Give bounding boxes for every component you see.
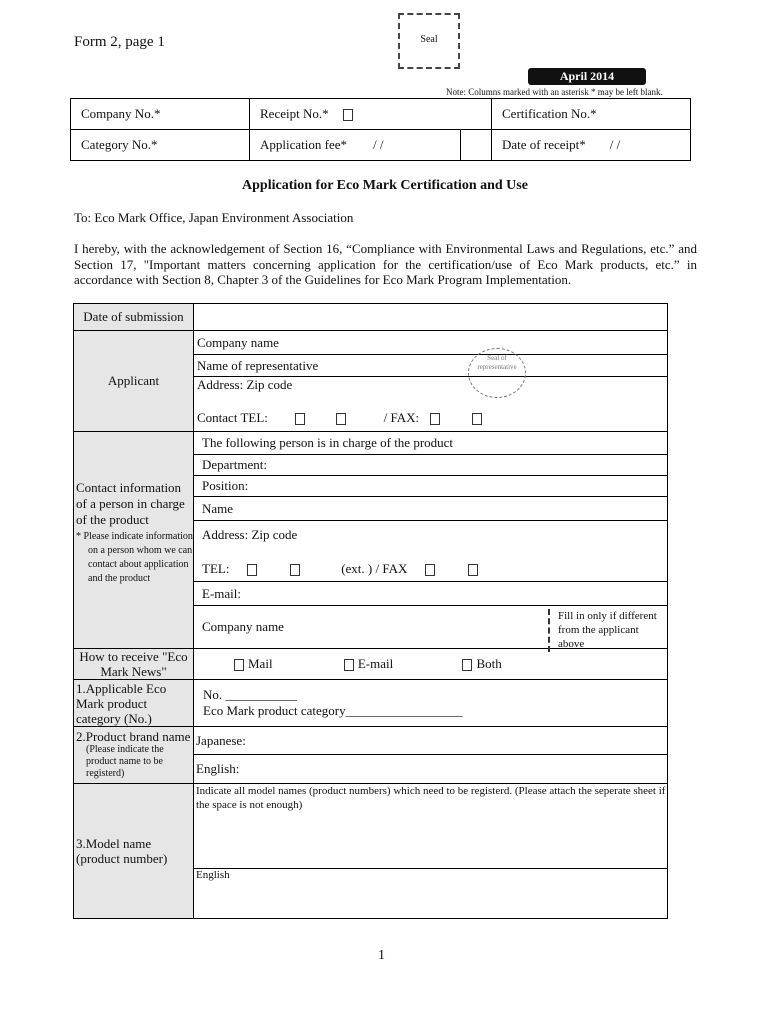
tel-box-icon	[295, 413, 305, 425]
applicant-representative[interactable]: Name of representative	[194, 355, 667, 377]
both-option-label: Both	[476, 656, 502, 671]
model-name-english-field[interactable]: English	[194, 869, 668, 919]
contact-fax-box-icon-2	[468, 564, 478, 576]
contact-tel-box-icon-2	[290, 564, 300, 576]
model-name-label: 3.Model name (product number)	[74, 784, 194, 919]
checkbox-icon	[343, 109, 353, 121]
certification-no-cell: Certification No.*	[492, 99, 691, 130]
office-use-table	[70, 98, 691, 161]
mail-checkbox-icon	[234, 659, 244, 671]
category-name-line: Eco Mark product category__________________	[203, 703, 463, 718]
applicant-label: Applicant	[74, 331, 194, 432]
brand-english-field[interactable]: English:	[194, 755, 668, 784]
brand-name-label-cell	[74, 727, 194, 784]
email-option[interactable]	[340, 656, 393, 671]
date-badge: April 2014	[528, 68, 646, 85]
fill-in-note: Fill in only if different from the applicant above	[548, 609, 666, 652]
contact-person-note: * Please indicate information on a person whom we can contact about application and the product	[76, 531, 193, 584]
applicant-tel-label: Contact TEL:	[197, 410, 268, 425]
fax-box-icon	[430, 413, 440, 425]
date-of-receipt-cell[interactable]	[492, 130, 691, 161]
applicant-company-name[interactable]: Company name	[194, 331, 667, 355]
product-category-label: 1.Applicable Eco Mark product category (No.)	[74, 680, 194, 727]
model-name-japanese-field[interactable]: Indicate all model names (product numbers) which need to be registerd. (Please attach the seperate sheet if the space is not enough)	[194, 784, 668, 869]
name-field[interactable]: Name	[194, 497, 667, 521]
category-no-cell: Category No.*	[71, 130, 250, 161]
tel-box-icon-2	[336, 413, 346, 425]
eco-mark-news-label: How to receive "Eco Mark News"	[74, 649, 194, 680]
contact-fax-box-icon	[425, 564, 435, 576]
receipt-no-label: Receipt No.*	[260, 106, 329, 121]
brand-name-label: 2.Product brand name	[76, 729, 191, 744]
intro-paragraph: I hereby, with the acknowledgement of Section 16, “Compliance with Environmental Laws and Regulations, etc.” and Section 17, "Important matters concerning application for the certification/use of Eco Mark products, etc.” in accordance with Section 8, Chapter 3 of the Guidelines for Eco Mark Program Implementation.	[74, 241, 697, 287]
fee-spacer-cell	[461, 130, 492, 161]
category-no-line: No. ___________	[203, 687, 297, 702]
in-charge-statement: The following person is in charge of the product	[194, 432, 667, 455]
contact-tel-label: TEL:	[202, 561, 230, 576]
email-field[interactable]: E-mail:	[194, 582, 667, 606]
department-field[interactable]: Department:	[194, 455, 667, 476]
applicant-address-contact[interactable]	[194, 377, 667, 432]
mail-option-label: Mail	[248, 656, 273, 671]
contact-address-tel[interactable]	[194, 521, 667, 582]
fax-box-icon-2	[472, 413, 482, 425]
seal-label: Seal	[420, 34, 438, 45]
fee-date-slashes: / /	[373, 137, 384, 152]
contact-ext-fax-label: (ext. ) / FAX	[341, 561, 408, 576]
applicant-fields	[194, 331, 668, 432]
date-of-submission-field[interactable]	[194, 304, 668, 331]
both-option[interactable]	[458, 656, 501, 671]
brand-name-note: (Please indicate the product name to be registerd)	[86, 744, 164, 779]
company-no-cell: Company No.*	[71, 99, 250, 130]
application-fee-cell[interactable]	[250, 130, 461, 161]
form-label: Form 2, page 1	[74, 34, 165, 50]
representative-seal-circle: Seal of representative	[468, 348, 526, 398]
contact-address: Address: Zip code	[202, 527, 298, 542]
addressee: To: Eco Mark Office, Japan Environment Association	[74, 210, 354, 225]
email-option-label: E-mail	[357, 656, 394, 671]
application-fee-label: Application fee*	[260, 137, 347, 152]
contact-tel-box-icon	[247, 564, 257, 576]
brand-japanese-field[interactable]: Japanese:	[194, 727, 668, 755]
applicant-address: Address: Zip code	[197, 377, 293, 392]
product-category-fields[interactable]	[194, 680, 668, 727]
seal-box	[398, 13, 460, 69]
contact-person-label: Contact information of a person in charge of the product	[76, 480, 185, 527]
email-checkbox-icon	[344, 659, 354, 671]
contact-person-label-cell	[74, 432, 194, 649]
date-of-receipt-label: Date of receipt*	[502, 137, 586, 152]
document-title: Application for Eco Mark Certification and Use	[242, 178, 528, 193]
receipt-no-cell[interactable]	[250, 99, 492, 130]
position-field[interactable]: Position:	[194, 476, 667, 497]
applicant-fax-label: / FAX:	[383, 410, 420, 425]
asterisk-note: Note: Columns marked with an asterisk * may be left blank.	[446, 87, 663, 97]
eco-mark-news-options	[194, 649, 668, 680]
date-of-submission-label: Date of submission	[74, 304, 194, 331]
contact-company-name[interactable]: Company name	[202, 619, 284, 634]
page-number: 1	[378, 948, 385, 963]
receipt-date-slashes: / /	[609, 137, 621, 152]
mail-option[interactable]	[230, 656, 273, 671]
both-checkbox-icon	[462, 659, 472, 671]
